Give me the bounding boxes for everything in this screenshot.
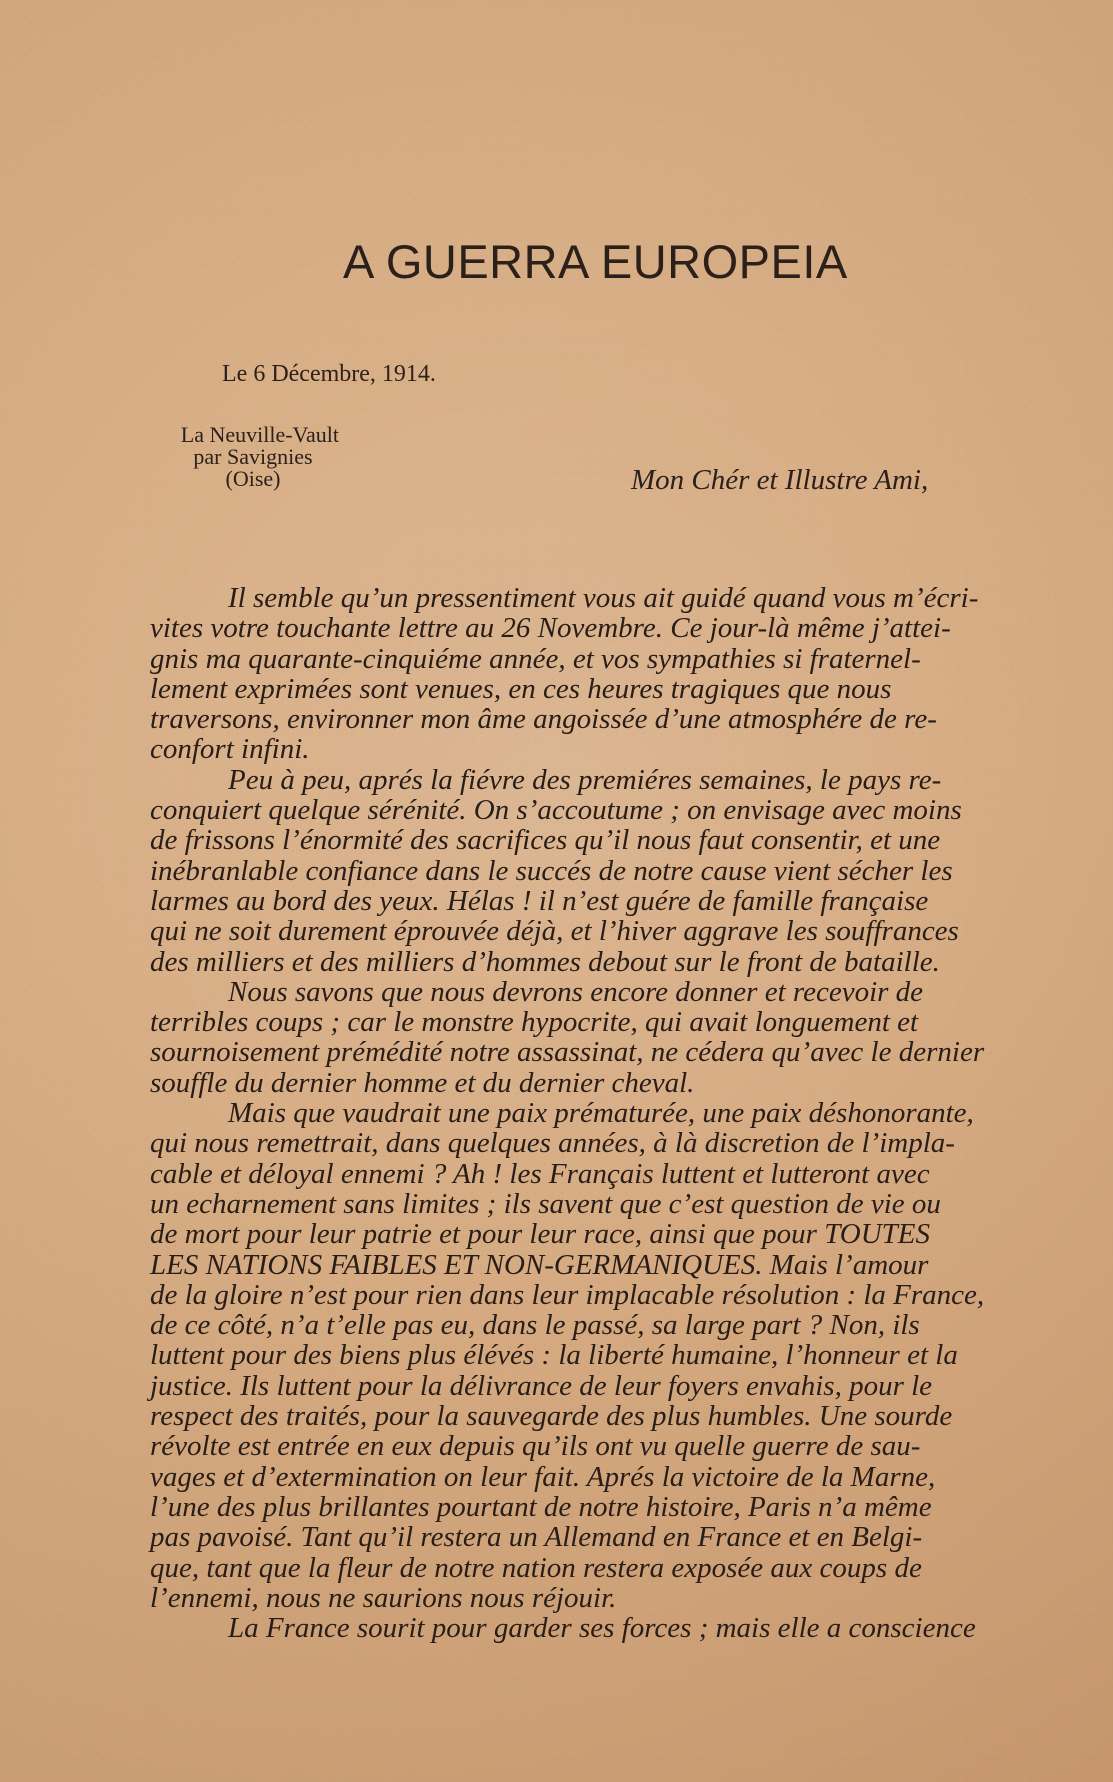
letter-body (150, 583, 1048, 1643)
sender-address (149, 424, 339, 490)
body-line: Mais que vaudrait une paix prématurée, une paix déshonorante, (228, 1097, 974, 1130)
body-line: traversons, environner mon âme angoissée d’une atmosphére de re- (150, 703, 937, 736)
body-line: de la gloire n’est pour rien dans leur implacable résolution : la France, (150, 1278, 985, 1311)
body-line: gnis ma quarante-cinquiéme année, et vos sympathies si fraternel- (150, 642, 921, 675)
body-line: pas pavoisé. Tant qu’il restera un Allemand en France et en Belgi- (150, 1521, 923, 1554)
body-line: l’une des plus brillantes pourtant de notre histoire, Paris n’a même (150, 1490, 932, 1523)
body-line: vites votre touchante lettre au 26 Novembre. Ce jour-là même j’attei- (150, 612, 951, 645)
body-line: terribles coups ; car le monstre hypocrite, qui avait longuement et (150, 1006, 919, 1039)
body-line: Il semble qu’un pressentiment vous ait guidé quand vous m’écri- (228, 582, 979, 614)
body-line: un echarnement sans limites ; ils savent que c’est question de vie ou (150, 1187, 941, 1220)
body-line: que, tant que la fleur de notre nation restera exposée aux coups de (150, 1551, 922, 1584)
body-line: lement exprimées sont venues, en ces heures tragiques que nous (150, 672, 892, 705)
address-line: La Neuville-Vault (180, 422, 339, 447)
body-line: Peu à peu, aprés la fiévre des premiéres semaines, le pays re- (228, 763, 942, 796)
body-line: respect des traités, pour la sauvegarde des plus humbles. Une sourde (150, 1400, 953, 1433)
page-title: A GUERRA EUROPEIA (343, 235, 848, 288)
address-line: par Savignies (193, 444, 313, 469)
body-line: larmes au bord des yeux. Hélas ! il n’est guére de famille française (150, 884, 929, 917)
address-line: (Oise) (225, 466, 281, 491)
body-line: cable et déloyal ennemi ? Ah ! les Français luttent et lutteront avec (150, 1157, 930, 1190)
letter-date: Le 6 Décembre, 1914. (222, 361, 436, 387)
body-line: Nous savons que nous devrons encore donner et recevoir de (228, 975, 924, 1008)
body-line: qui ne soit durement éprouvée déjà, et l’hiver aggrave les souffrances (150, 915, 959, 948)
body-line: de frissons l’énormité des sacrifices qu’il nous faut consentir, et une (150, 824, 941, 857)
body-line: des milliers et des milliers d’hommes debout sur le front de bataille. (150, 945, 940, 978)
body-line: LES NATIONS FAIBLES ET NON-GERMANIQUES. Mais l’amour (150, 1248, 929, 1281)
body-line: La France sourit pour garder ses forces ; mais elle a conscience (228, 1612, 976, 1645)
body-line: confort infini. (150, 733, 310, 766)
body-line: justice. Ils luttent pour la délivrance de leur foyers envahis, pour le (150, 1369, 933, 1402)
body-line: de ce côté, n’a t’elle pas eu, dans le passé, sa large part ? Non, ils (150, 1309, 920, 1342)
body-line: inébranlable confiance dans le succés de notre cause vient sécher les (150, 854, 953, 887)
body-line: vages et d’extermination on leur fait. Aprés la victoire de la Marne, (150, 1460, 936, 1493)
body-line: souffle du dernier homme et du dernier cheval. (150, 1066, 695, 1099)
salutation: Mon Chér et Illustre Ami, (631, 464, 929, 496)
body-line: de mort pour leur patrie et pour leur race, ainsi que pour TOUTES (150, 1218, 931, 1251)
body-line: sournoisement prémédité notre assassinat, ne cédera qu’avec le dernier (150, 1036, 985, 1069)
body-line: conquiert quelque sérénité. On s’accoutume ; on envisage avec moins (150, 794, 962, 827)
body-line: l’ennemi, nous ne saurions nous réjouir. (150, 1581, 617, 1614)
body-line: révolte est entrée en eux depuis qu’ils ont vu quelle guerre de sau- (150, 1430, 921, 1463)
body-line: qui nous remettrait, dans quelques années, à là discretion de l’impla- (150, 1127, 955, 1160)
body-line: luttent pour des biens plus élévés : la liberté humaine, l’honneur et la (150, 1339, 958, 1372)
